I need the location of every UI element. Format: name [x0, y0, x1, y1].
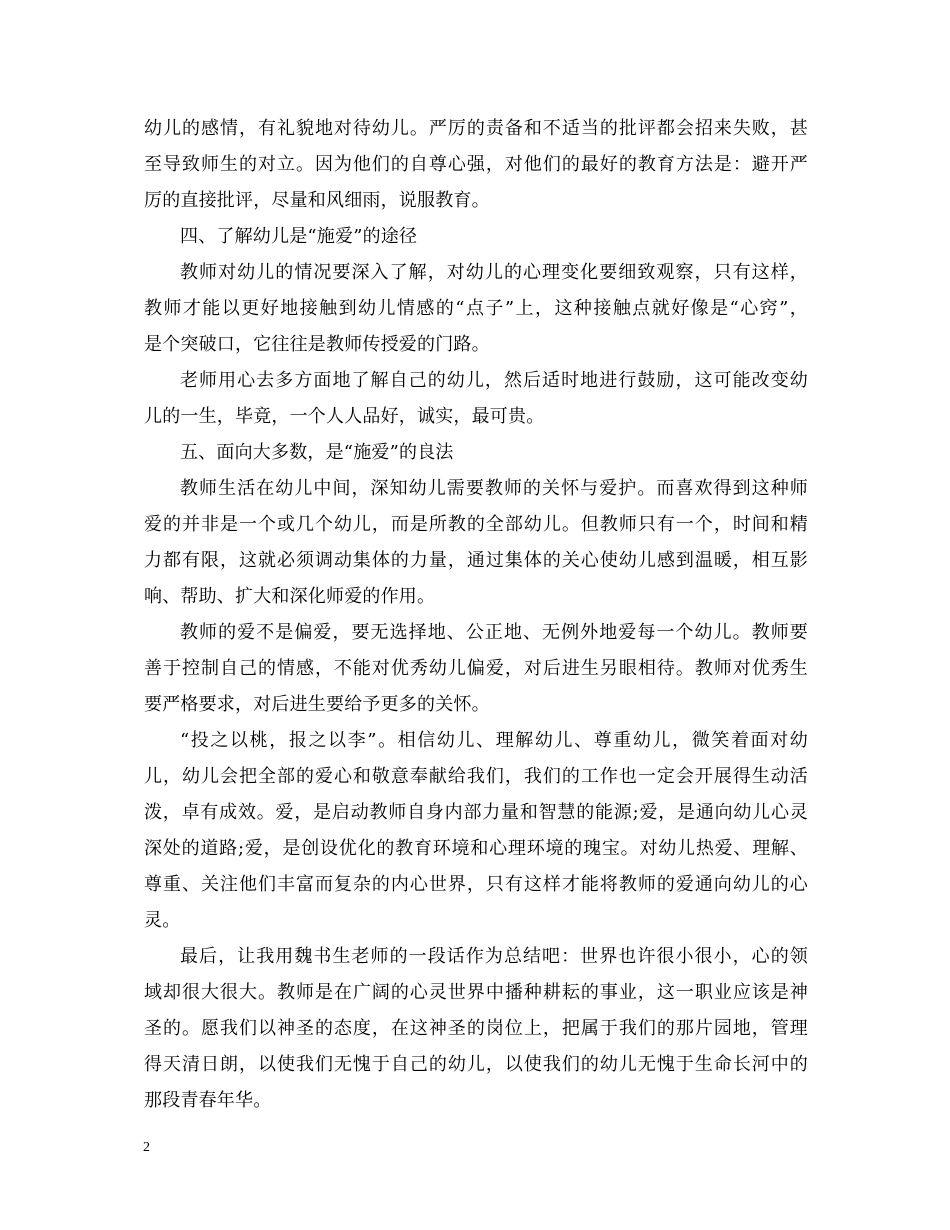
- body-text-line: 儿，幼儿会把全部的爱心和敬意奉献给我们，我们的工作也一定会开展得生动活: [144, 766, 808, 787]
- body-text-line: 善于控制自己的情感，不能对优秀幼儿偏爱，对后进生另眼相待。教师对优秀生: [144, 658, 808, 679]
- body-text-line: 泼，卓有成效。爱，是启动教师自身内部力量和智慧的能源;爱，是通向幼儿心灵: [144, 802, 808, 823]
- body-text-line: 教师生活在幼儿中间，深知幼儿需要教师的关怀与爱护。而喜欢得到这种师: [180, 478, 808, 499]
- body-text-line: 厉的直接批评，尽量和风细雨，说服教育。: [144, 190, 490, 211]
- body-text-line: “投之以桃，报之以李”。相信幼儿、理解幼儿、尊重幼儿，微笑着面对幼: [180, 730, 808, 751]
- body-text-line: 教师的爱不是偏爱，要无选择地、公正地、无例外地爱每一个幼儿。教师要: [180, 622, 808, 643]
- body-text-line: 老师用心去多方面地了解自己的幼儿，然后适时地进行鼓励，这可能改变幼: [180, 370, 808, 391]
- body-text-line: 那段青春年华。: [144, 1090, 272, 1111]
- body-text-line: 要严格要求，对后进生要给予更多的关怀。: [144, 694, 490, 715]
- body-text-line: 得天清日朗，以使我们无愧于自己的幼儿，以使我们的幼儿无愧于生命长河中的: [144, 1054, 808, 1075]
- body-text-line: 灵。: [144, 910, 181, 931]
- page-number: 2: [143, 1140, 150, 1155]
- body-text-line: 至导致师生的对立。因为他们的自尊心强，对他们的最好的教育方法是：避开严: [144, 154, 808, 175]
- body-text-line: 尊重、关注他们丰富而复杂的内心世界，只有这样才能将教师的爱通向幼儿的心: [144, 874, 808, 895]
- body-text-line: 儿的一生，毕竟，一个人人品好，诚实，最可贵。: [144, 406, 545, 427]
- section-heading: 四、了解幼儿是“施爱”的途径: [180, 226, 418, 247]
- body-text-line: 幼儿的感情，有礼貌地对待幼儿。严厉的责备和不适当的批评都会招来失败，甚: [144, 118, 808, 139]
- body-text-line: 教师才能以更好地接触到幼儿情感的“点子”上，这种接触点就好像是“心窍”，: [144, 298, 808, 319]
- body-text-line: 响、帮助、扩大和深化师爱的作用。: [144, 586, 436, 607]
- body-text-line: 爱的并非是一个或几个幼儿，而是所教的全部幼儿。但教师只有一个，时间和精: [144, 514, 808, 535]
- body-text-line: 域却很大很大。教师是在广阔的心灵世界中播种耕耘的事业，这一职业应该是神: [144, 982, 808, 1003]
- body-text-line: 圣的。愿我们以神圣的态度，在这神圣的岗位上，把属于我们的那片园地，管理: [144, 1018, 808, 1039]
- body-text-line: 力都有限，这就必须调动集体的力量，通过集体的关心使幼儿感到温暖，相互影: [144, 550, 808, 571]
- section-heading: 五、面向大多数，是“施爱”的良法: [180, 442, 454, 463]
- body-text-line: 最后，让我用魏书生老师的一段话作为总结吧：世界也许很小很小，心的领: [180, 946, 808, 967]
- body-text-line: 是个突破口，它往往是教师传授爱的门路。: [144, 334, 490, 355]
- body-text-line: 深处的道路;爱，是创设优化的教育环境和心理环境的瑰宝。对幼儿热爱、理解、: [144, 838, 808, 859]
- body-text-line: 教师对幼儿的情况要深入了解，对幼儿的心理变化要细致观察，只有这样，: [180, 262, 808, 283]
